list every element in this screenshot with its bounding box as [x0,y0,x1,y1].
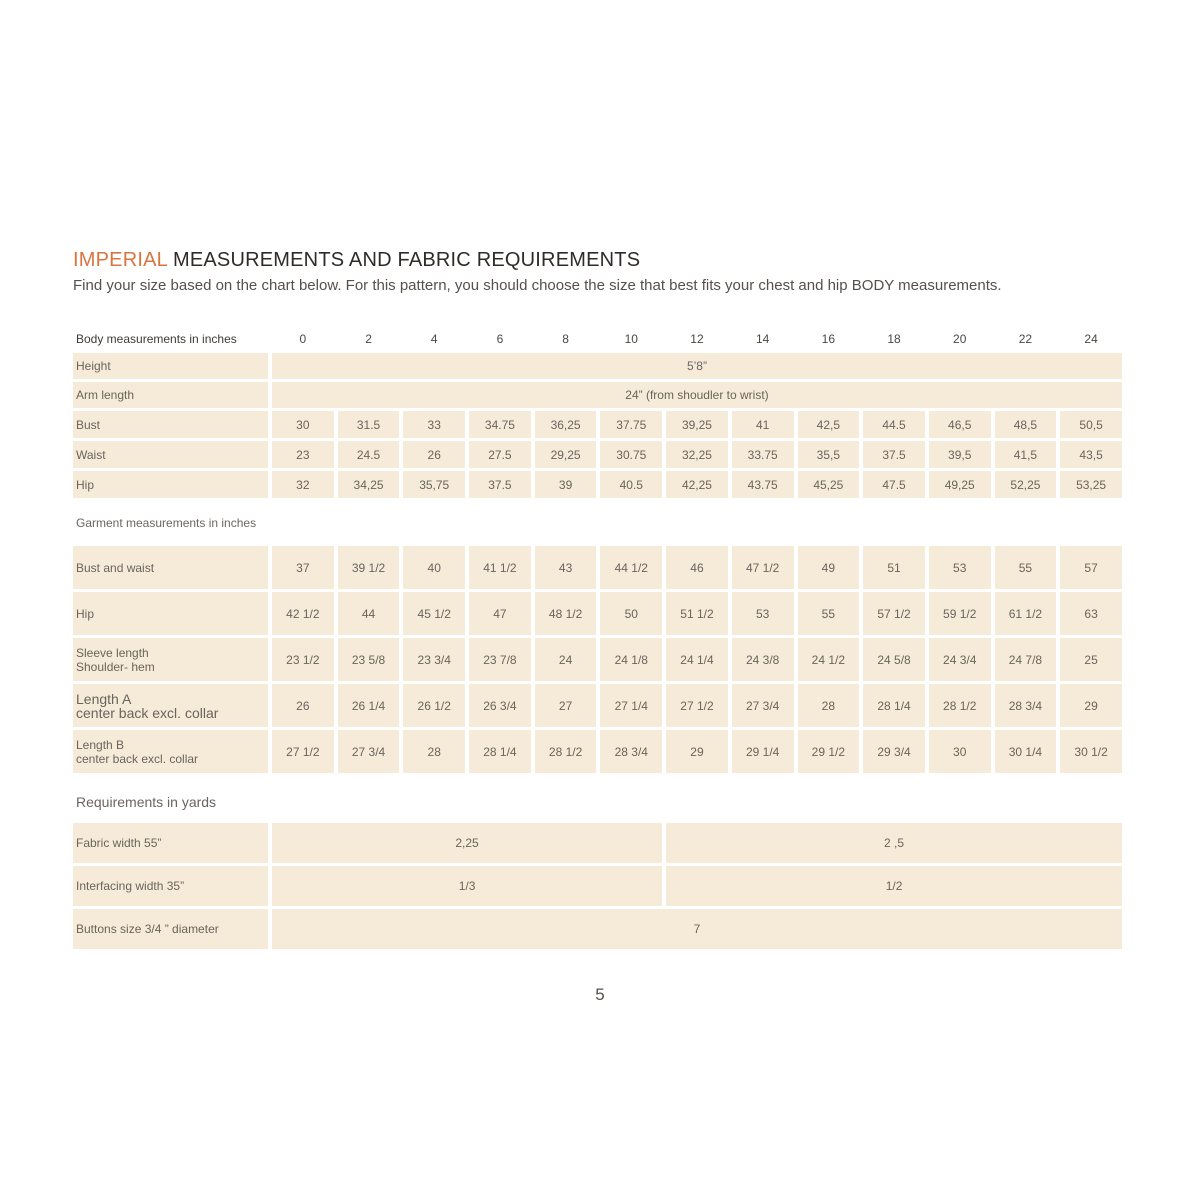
body-cell: 40.5 [600,471,662,498]
garment-cell: 42 1/2 [272,592,334,635]
size-header-row [73,328,1122,350]
body-cell: 39,5 [929,441,991,468]
garment-cell: 28 3/4 [995,684,1057,727]
garment-cell: 48 1/2 [535,592,597,635]
body-cell: 33 [403,411,465,438]
garment-cell: 49 [798,546,860,589]
body-cell: 23 [272,441,334,468]
garment-cell: 28 1/2 [535,730,597,773]
garment-cell: 27 1/4 [600,684,662,727]
garment-cell: 27 [535,684,597,727]
garment-cell: 47 1/2 [732,546,794,589]
body-cell: 41,5 [995,441,1057,468]
garment-cell: 29 1/4 [732,730,794,773]
garment-label-line: Length B [76,737,125,752]
body-cell: 34.75 [469,411,531,438]
body-row-bust [73,411,1122,438]
garment-cell: 28 1/4 [469,730,531,773]
garment-row [73,638,1122,681]
garment-cell: 29 [1060,684,1122,727]
garment-cell: 55 [995,546,1057,589]
garment-cell: 29 3/4 [863,730,925,773]
body-cell: 30 [272,411,334,438]
garment-cell: 47 [469,592,531,635]
garment-cell: 53 [732,592,794,635]
garment-cell: 50 [600,592,662,635]
garment-cell: 30 1/4 [995,730,1057,773]
garment-label-line: Shoulder- hem [76,659,155,674]
garment-cell: 28 1/2 [929,684,991,727]
garment-label-line: center back excl. collar [76,751,199,766]
page-number: 5 [595,985,605,1004]
height-row [73,353,1122,379]
size-header-4: 8 [562,332,569,346]
body-cell: 39 [535,471,597,498]
height-value: 5’8” [272,353,1122,379]
interfacing-large-sizes: 1/2 [666,866,1122,906]
garment-cell: 44 [338,592,400,635]
buttons-value: 7 [272,909,1122,949]
body-row-label: Waist [73,441,268,468]
title-accent: IMPERIAL [73,249,168,271]
buttons-label [73,909,268,949]
garment-row-label [73,546,268,589]
body-row-waist [73,441,1122,468]
body-header-label: Body measurements in inches [76,332,237,346]
garment-cell: 24 [535,638,597,681]
body-cell: 26 [403,441,465,468]
garment-cell: 37 [272,546,334,589]
interfacing-small-sizes: 1/3 [272,866,662,906]
size-header-5: 10 [624,332,638,346]
buttons-row [73,909,1122,949]
body-cell: 37.75 [600,411,662,438]
body-cell: 41 [732,411,794,438]
garment-cell: 26 [272,684,334,727]
garment-measurements-table [69,543,1126,776]
garment-cell: 29 1/2 [798,730,860,773]
body-cell: 32,25 [666,441,728,468]
garment-section-label: Garment measurements in inches [76,516,257,530]
garment-cell: 24 3/8 [732,638,794,681]
requirements-section-label: Requirements in yards [76,794,217,810]
body-cell: 49,25 [929,471,991,498]
garment-cell: 24 5/8 [863,638,925,681]
garment-cell: 30 1/2 [1060,730,1122,773]
garment-cell: 24 1/8 [600,638,662,681]
garment-cell: 24 3/4 [929,638,991,681]
size-header-10: 20 [953,332,967,346]
fabric-large-sizes: 2 ,5 [666,823,1122,863]
garment-cell: 26 1/2 [403,684,465,727]
garment-cell: 23 1/2 [272,638,334,681]
garment-label-line: center back excl. collar [76,704,219,721]
body-cell: 24.5 [338,441,400,468]
garment-cell: 24 1/4 [666,638,728,681]
body-row-label: Hip [73,471,268,498]
body-cell: 31.5 [338,411,400,438]
garment-label-line: Length A [76,690,132,707]
garment-row [73,592,1122,635]
body-cell: 35,75 [403,471,465,498]
body-cell: 34,25 [338,471,400,498]
body-cell: 37.5 [863,441,925,468]
garment-cell: 23 7/8 [469,638,531,681]
garment-row-label [73,638,268,681]
garment-row-label [73,684,268,727]
body-cell: 50,5 [1060,411,1122,438]
height-label: Height [73,353,268,379]
body-cell: 44.5 [863,411,925,438]
garment-cell: 41 1/2 [469,546,531,589]
size-header-8: 16 [821,332,836,346]
garment-cell: 26 3/4 [469,684,531,727]
body-row-hip [73,471,1122,498]
garment-cell: 63 [1060,592,1122,635]
body-cell: 43.75 [732,471,794,498]
garment-row-label [73,730,268,773]
size-header-12: 24 [1084,332,1098,346]
fabric-row [73,823,1122,863]
garment-label-line: Hip [76,606,95,621]
garment-cell: 51 1/2 [666,592,728,635]
size-header-7: 14 [755,332,770,346]
arm-length-label: Arm length [73,382,268,408]
body-cell: 46,5 [929,411,991,438]
body-measurements-table [69,325,1126,501]
title-rest: MEASUREMENTS AND FABRIC REQUIREMENTS [167,249,641,271]
requirements-table [69,820,1126,952]
body-cell: 53,25 [1060,471,1122,498]
size-header-9: 18 [887,332,901,346]
garment-cell: 40 [403,546,465,589]
size-header-2: 4 [430,332,438,346]
body-cell: 33.75 [732,441,794,468]
buttons-label-main: Buttons size [76,922,145,936]
garment-cell: 23 5/8 [338,638,400,681]
garment-cell: 27 1/2 [272,730,334,773]
body-cell: 39,25 [666,411,728,438]
garment-cell: 43 [535,546,597,589]
garment-cell: 39 1/2 [338,546,400,589]
body-cell: 35,5 [798,441,860,468]
garment-cell: 28 1/4 [863,684,925,727]
garment-cell: 51 [863,546,925,589]
body-cell: 27.5 [469,441,531,468]
fabric-small-sizes: 2,25 [272,823,662,863]
garment-cell: 28 [403,730,465,773]
body-cell: 29,25 [535,441,597,468]
garment-cell: 46 [666,546,728,589]
garment-label-line: Sleeve length [76,645,149,660]
body-cell: 42,25 [666,471,728,498]
buttons-label-diameter: 3/4 ” diameter [144,922,219,936]
arm-length-row [73,382,1122,408]
garment-cell: 55 [798,592,860,635]
garment-cell: 53 [929,546,991,589]
garment-cell: 24 1/2 [798,638,860,681]
garment-cell: 25 [1060,638,1122,681]
garment-cell: 57 1/2 [863,592,925,635]
body-cell: 52,25 [995,471,1057,498]
body-row-label: Bust [73,411,268,438]
garment-cell: 27 1/2 [666,684,728,727]
body-cell: 43,5 [1060,441,1122,468]
garment-cell: 30 [929,730,991,773]
garment-cell: 57 [1060,546,1122,589]
garment-cell: 45 1/2 [403,592,465,635]
garment-row [73,546,1122,589]
garment-cell: 59 1/2 [929,592,991,635]
body-cell: 42,5 [798,411,860,438]
body-cell: 36,25 [535,411,597,438]
garment-cell: 44 1/2 [600,546,662,589]
body-cell: 48,5 [995,411,1057,438]
body-cell: 37.5 [469,471,531,498]
garment-cell: 26 1/4 [338,684,400,727]
size-header-3: 6 [496,332,504,346]
arm-length-value: 24” (from shoudler to wrist) [272,382,1122,408]
intro-text: Find your size based on the chart below. For this pattern, you should choose the size that best fits your chest and hip BODY measurements. [73,277,1002,294]
body-cell: 45,25 [798,471,860,498]
garment-label-line: Bust and waist [76,560,155,575]
body-cell: 32 [272,471,334,498]
garment-cell: 28 [798,684,860,727]
interfacing-label: Interfacing width 35” [73,866,268,906]
size-header-6: 12 [690,332,704,346]
size-header-1: 2 [365,332,372,346]
garment-cell: 24 7/8 [995,638,1057,681]
body-cell: 30.75 [600,441,662,468]
interfacing-row [73,866,1122,906]
page-title [73,249,640,272]
garment-row [73,684,1122,727]
garment-row [73,730,1122,773]
garment-row-label [73,592,268,635]
garment-cell: 28 3/4 [600,730,662,773]
size-header-0: 0 [299,332,307,346]
fabric-label: Fabric width 55” [73,823,268,863]
garment-cell: 27 3/4 [338,730,400,773]
garment-cell: 23 3/4 [403,638,465,681]
garment-cell: 61 1/2 [995,592,1057,635]
garment-cell: 29 [666,730,728,773]
garment-cell: 27 3/4 [732,684,794,727]
size-header-11: 22 [1018,332,1033,346]
body-cell: 47.5 [863,471,925,498]
